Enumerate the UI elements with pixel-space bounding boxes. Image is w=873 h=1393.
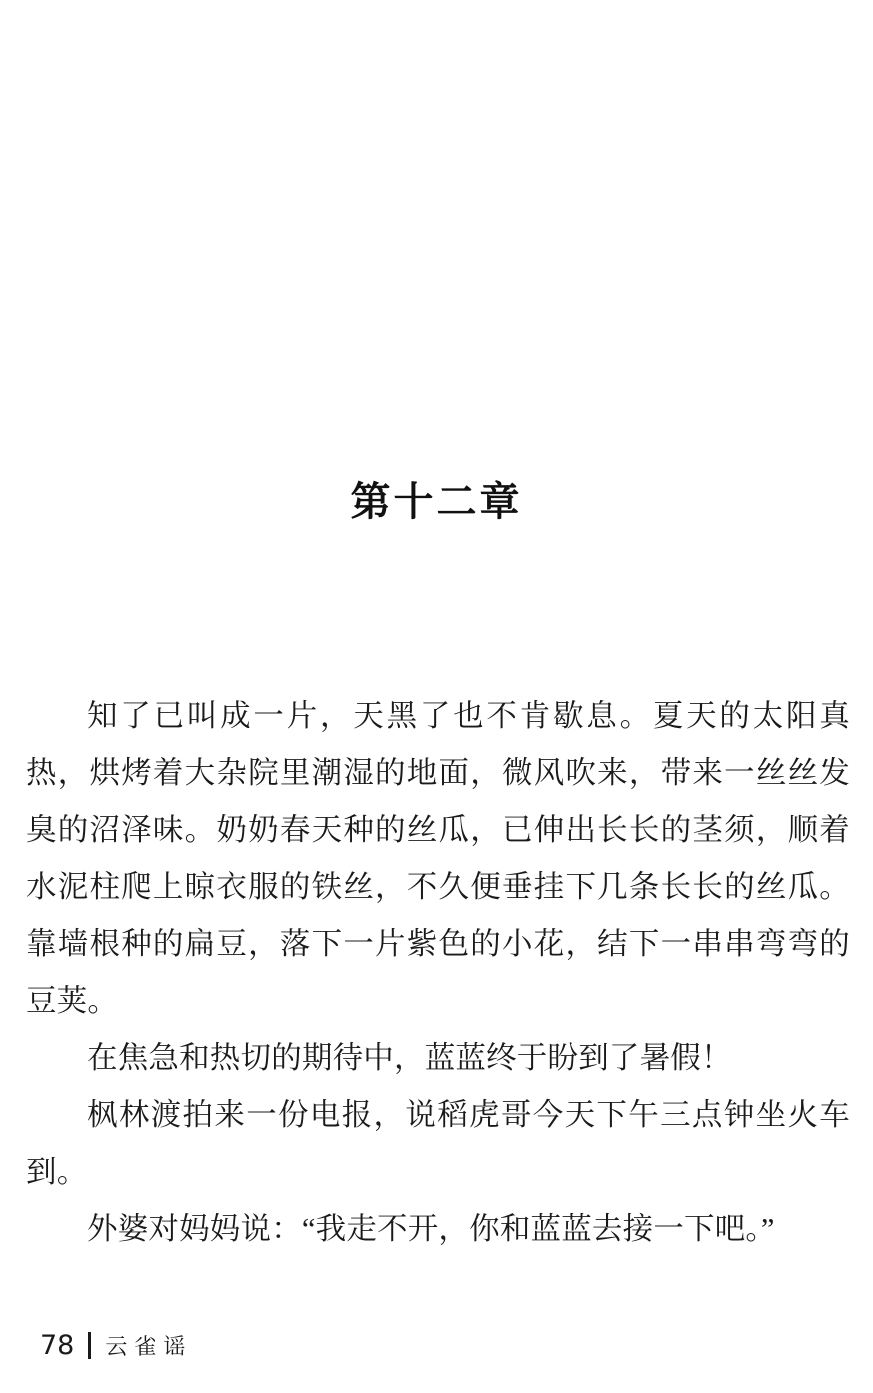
paragraph: 外婆对妈妈说：“我走不开，你和蓝蓝去接一下吧。”: [87, 1212, 775, 1246]
paragraph: 知了已叫成一片，天黑了也不肯歇息。夏天的太阳真热，烘烤着大杂院里潮湿的地面，微风吹来，带来一丝丝发臭的沼泽味。奶奶春天种的丝瓜，已伸出长长的茎须，顺着水泥柱爬上晾衣服的铁丝，不久便垂挂下几条长长的丝瓜。靠墙根种的扁豆，落下一片紫色的小花，结下一串串弯弯的豆荚。: [26, 699, 850, 1018]
page-footer: [40, 1330, 192, 1361]
book-title: 云雀谣: [105, 1335, 193, 1360]
footer-divider: [88, 1332, 91, 1359]
body-text: [26, 688, 850, 1258]
page-number: 78: [40, 1330, 75, 1361]
paragraph: 枫林渡拍来一份电报，说稻虎哥今天下午三点钟坐火车到。: [26, 1098, 850, 1189]
chapter-title: 第十二章: [350, 479, 523, 525]
paragraph: 在焦急和热切的期待中，蓝蓝终于盼到了暑假！: [87, 1041, 732, 1075]
